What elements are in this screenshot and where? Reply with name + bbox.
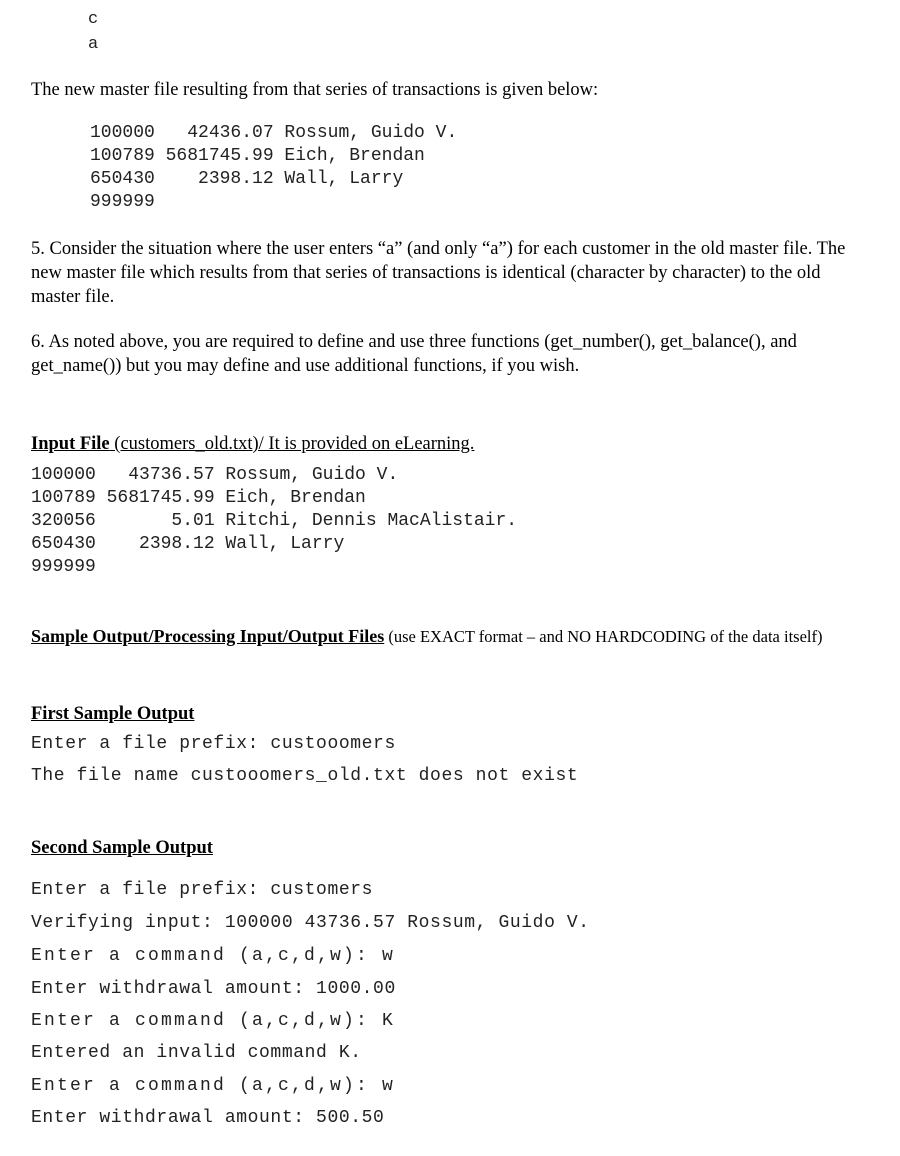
new-master-row: 100000 42436.07 Rossum, Guido V.	[90, 123, 458, 143]
input-file-row: 650430 2398.12 Wall, Larry	[31, 534, 345, 554]
sample-output-heading	[31, 626, 876, 647]
fragment-line-a: a	[88, 35, 99, 54]
new-master-intro: The new master file resulting from that series of transactions is given below:	[31, 80, 599, 100]
new-master-row: 650430 2398.12 Wall, Larry	[90, 169, 404, 189]
input-file-heading	[31, 432, 871, 456]
second-sample-line: Enter a command (a,c,d,w): w	[31, 946, 396, 966]
item-6-paragraph: 6. As noted above, you are required to define and use three functions (get_number(), get_balance(), and get_name()) but you may define and use additional functions, if you wish.	[31, 332, 797, 376]
input-file-row: 100000 43736.57 Rossum, Guido V.	[31, 465, 399, 485]
input-file-row: 999999	[31, 557, 96, 577]
second-sample-heading: Second Sample Output	[31, 838, 213, 858]
second-sample-line: Enter withdrawal amount: 1000.00	[31, 979, 396, 999]
sample-output-heading-rest: (use EXACT format – and NO HARDCODING of the data itself)	[384, 627, 823, 646]
second-sample-line: Enter a command (a,c,d,w): w	[31, 1076, 396, 1096]
input-file-heading-rest: (customers_old.txt)/ It is provided on eLearning.	[109, 434, 475, 454]
new-master-row: 999999	[90, 192, 155, 212]
second-sample-line: Verifying input: 100000 43736.57 Rossum, Guido V.	[31, 913, 590, 933]
new-master-row: 100789 5681745.99 Eich, Brendan	[90, 146, 425, 166]
first-sample-line: Enter a file prefix: custooomers	[31, 734, 396, 754]
first-sample-line: The file name custooomers_old.txt does not exist	[31, 766, 579, 786]
sample-output-heading-bold: Sample Output/Processing Input/Output Files	[31, 626, 385, 646]
second-sample-line: Enter a file prefix: customers	[31, 880, 374, 900]
first-sample-heading: First Sample Output	[31, 704, 195, 724]
second-sample-line: Enter withdrawal amount: 500.50	[31, 1108, 385, 1128]
item-5-paragraph: 5. Consider the situation where the user enters “a” (and only “a”) for each customer in the old master file. The new master file which results from that series of transactions is identical (character by character) to the old master file.	[31, 239, 846, 307]
second-sample-line: Enter a command (a,c,d,w): K	[31, 1011, 396, 1031]
input-file-row: 100789 5681745.99 Eich, Brendan	[31, 488, 366, 508]
second-sample-line: Entered an invalid command K.	[31, 1043, 362, 1063]
input-file-heading-bold: Input File	[31, 434, 110, 454]
fragment-line-c: c	[88, 10, 99, 29]
input-file-row: 320056 5.01 Ritchi, Dennis MacAlistair.	[31, 511, 518, 531]
